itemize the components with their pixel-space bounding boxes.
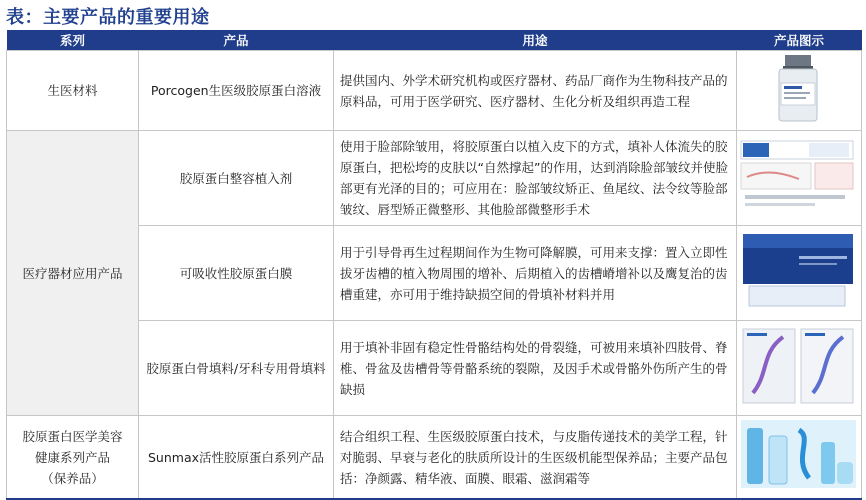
usage-cell: 提供国内、外学术研究机构或医疗器材、药品厂商作为生物科技产品的原料品，可用于医学研究、医疗器材、生化分析及组织再造工程 <box>334 51 737 131</box>
bottle-image <box>739 53 859 128</box>
table-row <box>7 416 862 500</box>
products-table <box>6 30 862 500</box>
usage-cell: 用于填补非固有稳定性骨骼结构处的骨裂缝，可被用来填补四肢骨、脊椎、骨盆及齿槽骨等骨骼系统的裂隙，及因手术或骨骼外伤所产生的骨缺损 <box>334 321 737 416</box>
product-cell: 胶原蛋白骨填料/牙科专用骨填料 <box>139 321 334 416</box>
series-cell: 生医材料 <box>7 51 139 131</box>
membrane-box-image <box>739 228 859 318</box>
header-usage: 用途 <box>334 30 737 51</box>
product-cell: Sunmax活性胶原蛋白系列产品 <box>139 416 334 500</box>
usage-cell: 结合组织工程、生医级胶原蛋白技术，与皮脂传递技术的美学工程，针对脆弱、早衰与老化的肤质所设计的生医级机能型保养品；主要产品包括：净颜露、精华液、面膜、眼霜、滋润霜等 <box>334 416 737 500</box>
skincare-products-image <box>739 418 859 496</box>
product-image-cell <box>737 51 862 131</box>
series-line: （保养品） <box>41 470 104 486</box>
header-image: 产品图示 <box>737 30 862 51</box>
product-cell: Porcogen生医级胶原蛋白溶液 <box>139 51 334 131</box>
series-line: 健康系列产品 <box>34 449 110 465</box>
bone-filler-box-image <box>739 323 859 413</box>
table-row <box>7 131 862 226</box>
table-row <box>7 51 862 131</box>
series-cell <box>7 416 139 500</box>
header-series: 系列 <box>7 30 139 51</box>
series-cell: 医疗器材应用产品 <box>7 131 139 416</box>
product-image-cell <box>737 226 862 321</box>
page-title: 表：主要产品的重要用途 <box>6 7 210 28</box>
implant-box-image <box>739 133 859 223</box>
product-cell: 胶原蛋白整容植入剂 <box>139 131 334 226</box>
table-header-row <box>7 30 862 51</box>
product-image-cell <box>737 131 862 226</box>
series-line: 胶原蛋白医学美容 <box>22 428 123 444</box>
header-product: 产品 <box>139 30 334 51</box>
product-image-cell <box>737 416 862 500</box>
usage-cell: 用于引导骨再生过程期间作为生物可降解膜，可用来支撑：置入立即性拔牙齿槽的植入物周围的增补、后期植入的齿槽嵴增补以及鹰复治的齿槽重建，亦可用于维持缺损空间的骨填补材料并用 <box>334 226 737 321</box>
product-cell: 可吸收性胶原蛋白膜 <box>139 226 334 321</box>
usage-cell: 使用于脸部除皱用，将胶原蛋白以植入皮下的方式，填补人体流失的胶原蛋白，把松垮的皮肤以“自然撑起”的作用，达到消除脸部皱纹并使脸部更有光泽的目的；可应用在：脸部皱纹矫正、鱼尾纹、法令纹等脸部皱纹、唇型矫正微整形、其他脸部微整形手术 <box>334 131 737 226</box>
product-image-cell <box>737 321 862 416</box>
